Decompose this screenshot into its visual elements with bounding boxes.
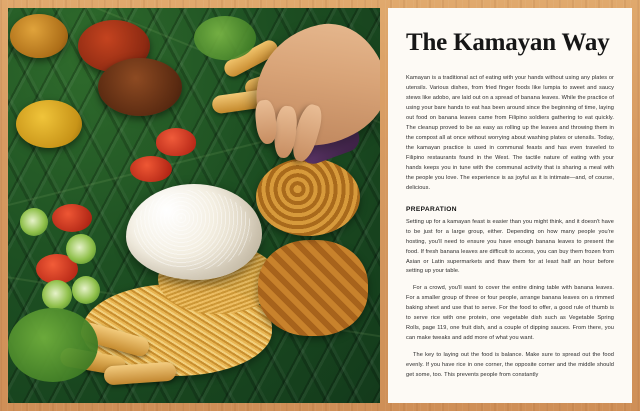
intro-paragraph: Kamayan is a traditional act of eating with your hands without using any plates or utensils. Various dishes, from fried finger foods like lumpia to sweet and saucy stews like adobo, are laid out on a spread of banana leaves. While the practice of using your bare hands to eat has been around since the beginning of time, laying out food on banana leaves came from Filipino soldiers gathering to eat quickly. The cleanup proved to be as easy as rolling up the leaves and throwing them in the compost all at once without worrying about washing plates or utensils. Today, the kamayan practice is used in communal feasts and has even traveled to Filipino restaurants found in the West. The tactile nature of eating with your hands keeps you in tune with the communal activity that is sharing a meal with the people you love. The experience is as joyful as it is intimate—and, of course, delicious. xyxy=(406,75,614,191)
cucumber-slice xyxy=(42,280,72,310)
page-title: The Kamayan Way xyxy=(406,29,610,56)
body-paragraph-2: For a crowd, you'll want to cover the entire dining table with banana leaves. For a smaller group of three or four people, arrange banana leaves on a rimmed baking sheet and use that to serve. For the food to offer, a good rule of thumb is to serve rice with one protein, one vegetable dish such as Vegetable Spring Rolls, page 119, one fruit dish, and a couple of dipping sauces. From there, you can make tweaks and add more of what you want. xyxy=(406,285,614,342)
tomato-wedge xyxy=(156,128,196,156)
leafy-greens xyxy=(194,16,256,60)
cucumber-slice xyxy=(72,276,100,304)
fried-tofu xyxy=(258,240,368,336)
sauce-bowl xyxy=(10,14,68,58)
sauce-bowl xyxy=(98,58,182,116)
rice-mound xyxy=(126,184,262,280)
cucumber-slice xyxy=(66,234,96,264)
section-heading-preparation: PREPARATION xyxy=(406,205,457,213)
tomato-wedge xyxy=(130,156,172,182)
cucumber-slice xyxy=(20,208,48,236)
body-paragraph-3: The key to laying out the food is balance. Make sure to spread out the food evenly. If you have rice in one corner, the opposite corner and the middle should get some, too. This prevents people from constantly xyxy=(406,352,614,379)
sauce-bowl xyxy=(16,100,82,148)
leafy-greens xyxy=(8,308,98,382)
body-paragraph-1: Setting up for a kamayan feast is easier than you might think, and it doesn't have to be just for a large group, either. Depending on how many people you're hosting, you'll need to ensure you have enough banana leaves to present the food. If fresh banana leaves are difficult to access, you can buy them frozen from Asian or Latin supermarkets and thaw them for at least half an hour before setting up your table. xyxy=(406,218,614,275)
fried-garnish xyxy=(256,158,360,236)
tomato-wedge xyxy=(52,204,92,232)
kamayan-feast-photo xyxy=(8,8,380,403)
article-text-column xyxy=(388,8,632,403)
